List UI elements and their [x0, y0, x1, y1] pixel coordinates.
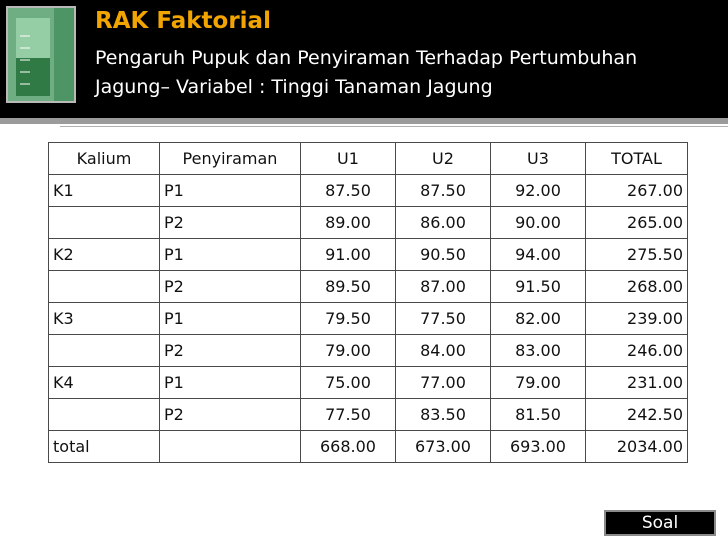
kalium-cell: K3: [49, 303, 160, 335]
u3-cell: 90.00: [491, 207, 586, 239]
u2-cell: 77.00: [396, 367, 491, 399]
u1-cell: 89.00: [301, 207, 396, 239]
kalium-cell: K1: [49, 175, 160, 207]
u2-cell: 77.50: [396, 303, 491, 335]
header-total: TOTAL: [586, 143, 688, 175]
u2-cell: 87.00: [396, 271, 491, 303]
u2-cell: 87.50: [396, 175, 491, 207]
u2-cell: 84.00: [396, 335, 491, 367]
kalium-cell: [49, 271, 160, 303]
u1-cell: 79.50: [301, 303, 396, 335]
total-u2-cell: 673.00: [396, 431, 491, 463]
u1-cell: 79.00: [301, 335, 396, 367]
total-cell: 231.00: [586, 367, 688, 399]
u3-cell: 79.00: [491, 367, 586, 399]
table-row: [49, 271, 688, 303]
total-u3-cell: 693.00: [491, 431, 586, 463]
penyiraman-cell: P1: [160, 239, 301, 271]
u1-cell: 89.50: [301, 271, 396, 303]
u1-cell: 91.00: [301, 239, 396, 271]
penyiraman-cell: P2: [160, 271, 301, 303]
u3-cell: 81.50: [491, 399, 586, 431]
total-cell: 242.50: [586, 399, 688, 431]
u1-cell: 87.50: [301, 175, 396, 207]
u2-cell: 90.50: [396, 239, 491, 271]
header-u3: U3: [491, 143, 586, 175]
penyiraman-cell: P1: [160, 367, 301, 399]
table-row: [49, 207, 688, 239]
u3-cell: 83.00: [491, 335, 586, 367]
total-u1-cell: 668.00: [301, 431, 396, 463]
total-cell: 265.00: [586, 207, 688, 239]
penyiraman-cell: P1: [160, 175, 301, 207]
total-cell: 246.00: [586, 335, 688, 367]
soal-button[interactable]: Soal: [604, 510, 716, 536]
u3-cell: 94.00: [491, 239, 586, 271]
subtitle-line-1: Pengaruh Pupuk dan Penyiraman Terhadap Pertumbuhan: [95, 47, 638, 69]
header-divider-line: [60, 126, 728, 127]
penyiraman-cell: P2: [160, 399, 301, 431]
subtitle-line-2: Jagung– Variabel : Tinggi Tanaman Jagung: [95, 76, 493, 98]
table-header-row: [49, 143, 688, 175]
penyiraman-cell: P1: [160, 303, 301, 335]
header-u2: U2: [396, 143, 491, 175]
header-penyiraman: Penyiraman: [160, 143, 301, 175]
table-row: [49, 175, 688, 207]
table-row: [49, 335, 688, 367]
slide-header: [0, 0, 728, 118]
u2-cell: 86.00: [396, 207, 491, 239]
kalium-cell: [49, 207, 160, 239]
table-row: [49, 239, 688, 271]
kalium-cell: K2: [49, 239, 160, 271]
header-kalium: Kalium: [49, 143, 160, 175]
slide-title: RAK Faktorial: [95, 8, 271, 34]
u3-cell: 82.00: [491, 303, 586, 335]
u3-cell: 92.00: [491, 175, 586, 207]
kalium-cell: [49, 335, 160, 367]
total-penyiraman-cell: [160, 431, 301, 463]
table-row: [49, 367, 688, 399]
kalium-cell: K4: [49, 367, 160, 399]
u1-cell: 75.00: [301, 367, 396, 399]
u1-cell: 77.50: [301, 399, 396, 431]
total-cell: 239.00: [586, 303, 688, 335]
u3-cell: 91.50: [491, 271, 586, 303]
kalium-cell: [49, 399, 160, 431]
table-total-row: [49, 431, 688, 463]
grand-total-cell: 2034.00: [586, 431, 688, 463]
table-row: [49, 399, 688, 431]
penyiraman-cell: P2: [160, 207, 301, 239]
penyiraman-cell: P2: [160, 335, 301, 367]
data-table: [48, 142, 688, 463]
total-cell: 268.00: [586, 271, 688, 303]
header-divider: [0, 118, 728, 124]
total-cell: 275.50: [586, 239, 688, 271]
table-row: [49, 303, 688, 335]
u2-cell: 83.50: [396, 399, 491, 431]
beaker-photo: [6, 6, 76, 103]
total-label: total: [49, 431, 160, 463]
slide-subtitle: [95, 44, 715, 102]
total-cell: 267.00: [586, 175, 688, 207]
header-u1: U1: [301, 143, 396, 175]
